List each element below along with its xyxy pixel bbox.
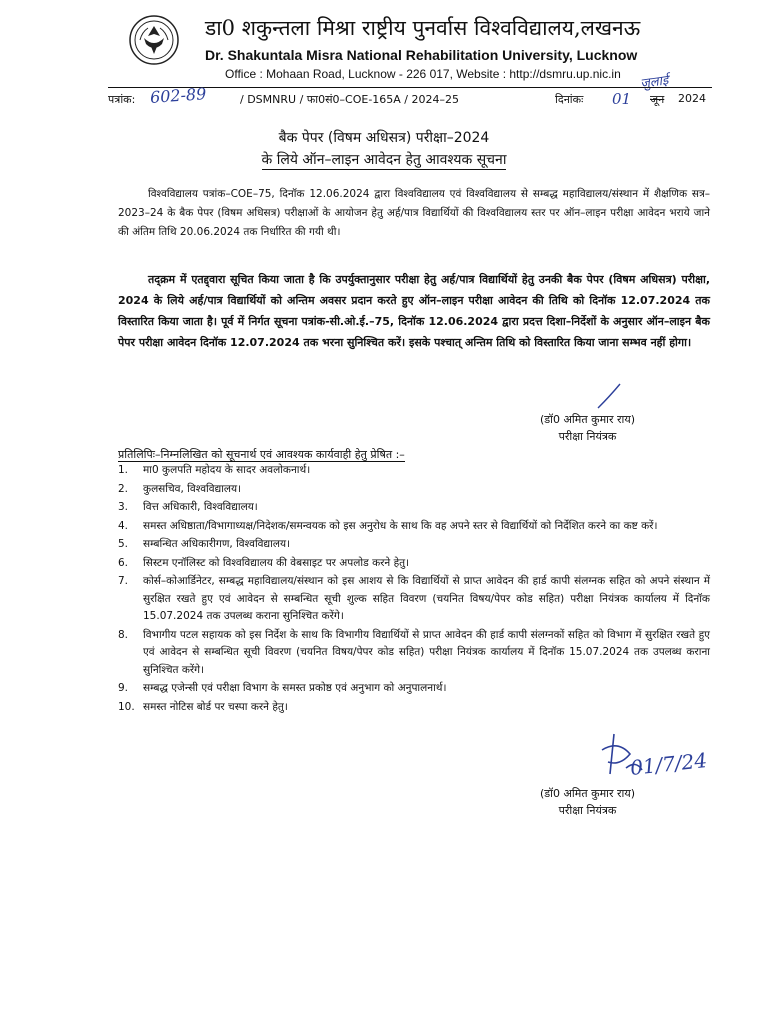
university-emblem-icon xyxy=(128,14,180,66)
list-item-number: 8. xyxy=(118,628,129,641)
list-item xyxy=(118,462,710,480)
list-item xyxy=(118,627,710,680)
list-item-text: कोर्स–कोआर्डिनेटर, सम्बद्ध महाविद्यालय/संस्थान को इस आशय से कि विद्यार्थियों से प्राप्त आवेदन की हार्ड कापी संलग्नक सहित को अपने संस्थान में सुरक्षित रखते हुए एवं आवेदन से सम्बन्धित सूची शुल्क सहित विवरण (चयनित विषय/पेपर कोड सहित) परीक्षा नियंत्रक कार्यालय में दिनॉक 15.07.2024 तक उपलब्ध कराना सुनिश्चित करेंगे। xyxy=(143,575,710,622)
handwritten-day: 01 xyxy=(612,90,632,108)
list-item-text: कुलसचिव, विश्वविद्यालय। xyxy=(143,482,242,495)
list-item xyxy=(118,499,710,517)
list-item-number: 10. xyxy=(118,700,135,713)
handwritten-sign-date: 01/7/24 xyxy=(628,748,709,780)
list-item-text: विभागीय पटल सहायक को इस निर्देश के साथ कि विभागीय विद्यार्थियों से प्राप्त आवेदन की हार्ड कापी संलग्नकों सहित को विभाग में सुरक्षित रखते हुए एवं आवेदन से सम्बन्धित सूची विवरण (चयनित विषय/पेपर कोड सहित) परीक्षा नियंत्रक कार्यालय में दिनॉक 15.07.2024 तक उपलब्ध कराना सुनिश्चित करेंगे। xyxy=(143,628,710,676)
signatory-name: (डॉ0 अमित कुमार राय) xyxy=(540,413,636,426)
list-item-number: 6. xyxy=(118,556,129,569)
body-paragraph-1: विश्वविद्यालय पत्रांक–COE–75, दिनॉक 12.06.2024 द्वारा विश्वविद्यालय एवं विश्वविद्यालय से सम्बद्ध महाविद्यालय/संस्थान में शैक्षणिक सत्र–2023–24 के बैक पेपर (विषम अधिसत्र) परीक्षाओं के आयोजन हेतु अर्ह/पात्र विद्यार्थियों की विश्वविद्यालय स्तर पर ऑन–लाइन परीक्षा आवेदन भराये जाने की अंतिम तिथि 20.06.2024 तक निर्धारित की गयी थी। xyxy=(118,188,710,238)
list-item xyxy=(118,699,710,717)
university-name-english: Dr. Shakuntala Misra National Rehabilitation University, Lucknow xyxy=(205,47,638,63)
list-item xyxy=(118,481,710,499)
list-item xyxy=(118,518,710,536)
subject-line-2 xyxy=(0,150,768,169)
list-item-text: सम्बन्धित अधिकारीगण, विश्वविद्यालय। xyxy=(143,538,291,550)
list-item-number: 5. xyxy=(118,538,129,550)
copy-to-heading xyxy=(118,447,405,462)
copy-to-heading-text: प्रतिलिपिः–निम्नलिखित को सूचनार्थ एवं आवश्यक कार्यवाही हेतु प्रेषित :– xyxy=(118,448,405,461)
copy-to-list xyxy=(118,462,710,717)
subject-line-2-text: के लिये ऑन–लाइन आवेदन हेतु आवश्यक सूचना xyxy=(261,152,507,168)
signatory-designation-2: परीक्षा नियंत्रक xyxy=(558,804,617,817)
date-year: 2024 xyxy=(678,92,706,105)
list-item-number: 3. xyxy=(118,501,129,513)
list-item xyxy=(118,573,710,626)
university-name-hindi: डा0 शकुन्तला मिश्रा राष्ट्रीय पुनर्वास विश्वविद्यालय,लखनऊ xyxy=(205,16,641,40)
list-item xyxy=(118,680,710,698)
signature-block-1 xyxy=(540,411,635,445)
list-item xyxy=(118,536,710,554)
list-item-text: सिस्टम एनॉलिस्ट को विश्वविद्यालय की वेबसाइट पर अपलोड करने हेतु। xyxy=(143,556,410,569)
subject-line-1: बैक पेपर (विषम अधिसत्र) परीक्षा–2024 xyxy=(278,130,490,146)
date-label: दिनांकः xyxy=(555,93,584,106)
printed-month: जून xyxy=(650,93,665,106)
handwritten-month: जुलाई xyxy=(639,73,670,92)
signatory-designation: परीक्षा नियंत्रक xyxy=(558,430,617,443)
list-item-text: समस्त नोटिस बोर्ड पर चस्पा करने हेतु। xyxy=(143,700,288,713)
handwritten-ref-number: 602-89 xyxy=(149,84,207,107)
list-item-text: समस्त अधिष्ठाता/विभागाध्यक्ष/निदेशक/समन्वयक को इस अनुरोध के साथ कि वह अपने स्तर से विद्यार्थियों को निर्देशित करने का कष्ट करें। xyxy=(143,519,658,532)
list-item-number: 2. xyxy=(118,482,129,495)
signatory-name-2: (डॉ0 अमित कुमार राय) xyxy=(540,787,636,800)
list-item-text: मा0 कुलपति महोदय के सादर अवलोकनार्थ। xyxy=(143,464,311,476)
list-item-number: 1. xyxy=(118,464,129,476)
list-item-number: 9. xyxy=(118,682,129,694)
reference-label: पत्रांक: xyxy=(108,93,136,106)
list-item-number: 4. xyxy=(118,519,129,532)
signature-block-2 xyxy=(540,785,635,819)
list-item xyxy=(118,555,710,573)
list-item-text: सम्बद्ध एजेन्सी एवं परीक्षा विभाग के समस्त प्रकोष्ठ एवं अनुभाग को अनुपालनार्थ। xyxy=(143,682,447,694)
list-item-number: 7. xyxy=(118,575,129,587)
reference-number: / DSMNRU / फा0सं0–COE-165A / 2024–25 xyxy=(240,93,460,106)
body-paragraph-2: तद्क्रम में एतद्द्वारा सूचित किया जाता है कि उपर्युक्तानुसार परीक्षा हेतु अर्ह/पात्र विद्यार्थियों हेतु उनकी बैक पेपर (विषम अधिसत्र) परीक्षा, 2024 के लिये अर्ह/पात्र विद्यार्थियों को अन्तिम अवसर प्रदान करते हुए ऑन–लाइन परीक्षा आवेदन की तिथि को दिनॉक 12.07.2024 तक विस्तारित किया जाता है। पूर्व में निर्गत सूचना पत्रांक-सी.ओ.ई.–75, दिनॉक 12.06.2024 द्वारा प्रदत्त दिशा–निर्देशों के अनुसार ऑन–लाइन बैक पेपर परीक्षा आवेदन दिनॉक 12.07.2024 तक भरना सुनिश्चित करें। इसके पश्चात् अन्तिम तिथि को विस्तारित किया जाना सम्भव नहीं होगा। xyxy=(118,273,710,349)
list-item-text: वित्त अधिकारी, विश्वविद्यालय। xyxy=(143,501,258,513)
office-address: Office : Mohaan Road, Lucknow - 226 017, Website : http://dsmru.up.nic.in xyxy=(225,67,621,81)
signature-stroke-icon xyxy=(590,382,630,412)
